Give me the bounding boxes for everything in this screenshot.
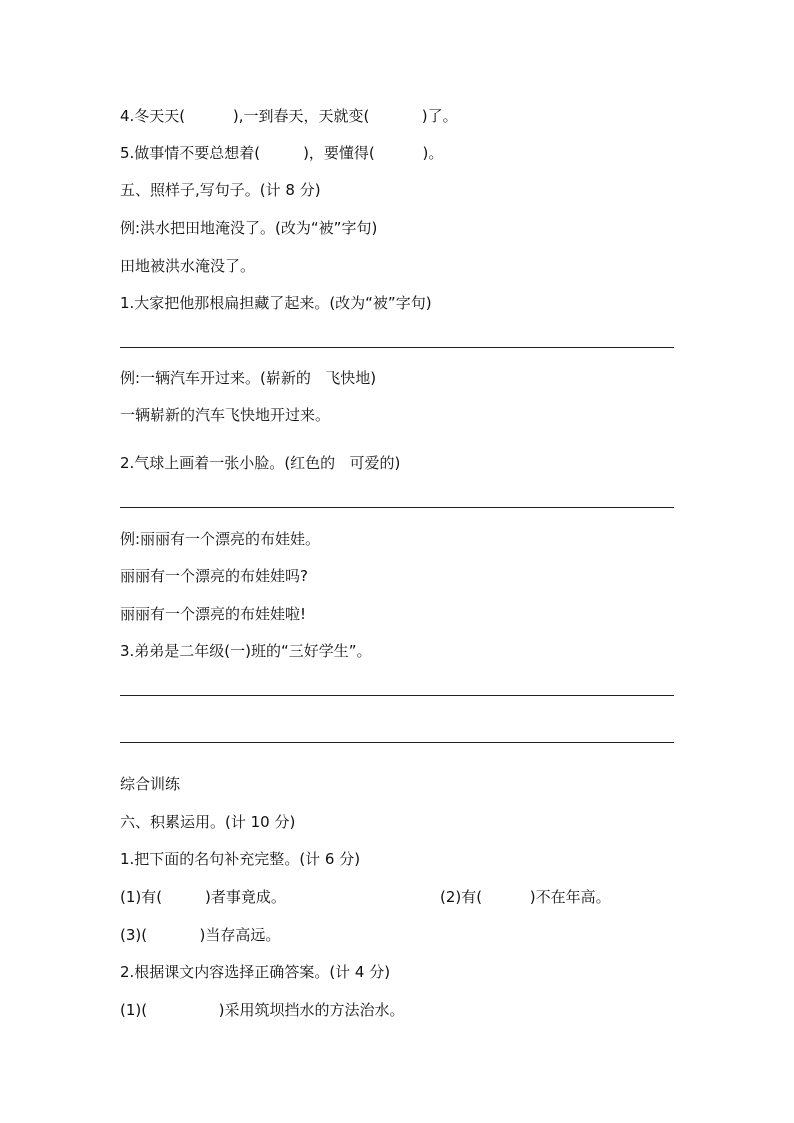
answer-line-3b[interactable] xyxy=(120,742,674,743)
proverb-1: (1)有( )者事竟成。 xyxy=(120,888,286,906)
exercise-2-prompt: 2.气球上画着一张小脸。(红色的 可爱的) xyxy=(120,454,401,472)
proverb-2: (2)有( )不在年高。 xyxy=(440,888,611,906)
question-5-line: 5.做事情不要总想着( )，要懂得( )。 xyxy=(120,144,444,162)
section-5-heading: 五、照样子,写句子。(计 8 分) xyxy=(120,181,321,199)
answer-line-3a[interactable] xyxy=(120,695,674,696)
example-3-line: 例:丽丽有一个漂亮的布娃娃。 xyxy=(120,530,321,548)
answer-line-1[interactable] xyxy=(120,347,674,348)
example-2-answer: 一辆崭新的汽车飞快地开过来。 xyxy=(120,406,331,424)
section-comprehensive-heading: 综合训练 xyxy=(120,775,181,793)
exercise-3-prompt: 3.弟弟是二年级(一)班的“三好学生”。 xyxy=(120,642,372,660)
example-3-answer-question: 丽丽有一个漂亮的布娃娃吗? xyxy=(120,567,308,585)
section-6-heading: 六、积累运用。(计 10 分) xyxy=(120,813,296,831)
example-1-line: 例:洪水把田地淹没了。(改为“被”字句) xyxy=(120,219,378,237)
question-4-line: 4.冬天天( ),一到春天，天就变( )了。 xyxy=(120,107,458,125)
example-1-answer: 田地被洪水淹没了。 xyxy=(120,257,256,275)
proverb-3: (3)( )当存高远。 xyxy=(120,926,281,944)
example-3-answer-exclaim: 丽丽有一个漂亮的布娃娃啦! xyxy=(120,605,307,623)
answer-line-2[interactable] xyxy=(120,507,674,508)
example-2-line: 例:一辆汽车开过来。(崭新的 飞快地) xyxy=(120,369,377,387)
choice-question-1: (1)( )采用筑坝挡水的方法治水。 xyxy=(120,1001,405,1019)
subquestion-2-heading: 2.根据课文内容选择正确答案。(计 4 分) xyxy=(120,963,391,981)
subquestion-1-heading: 1.把下面的名句补充完整。(计 6 分) xyxy=(120,850,361,868)
exercise-1-prompt: 1.大家把他那根扁担藏了起来。(改为“被”字句) xyxy=(120,294,432,312)
